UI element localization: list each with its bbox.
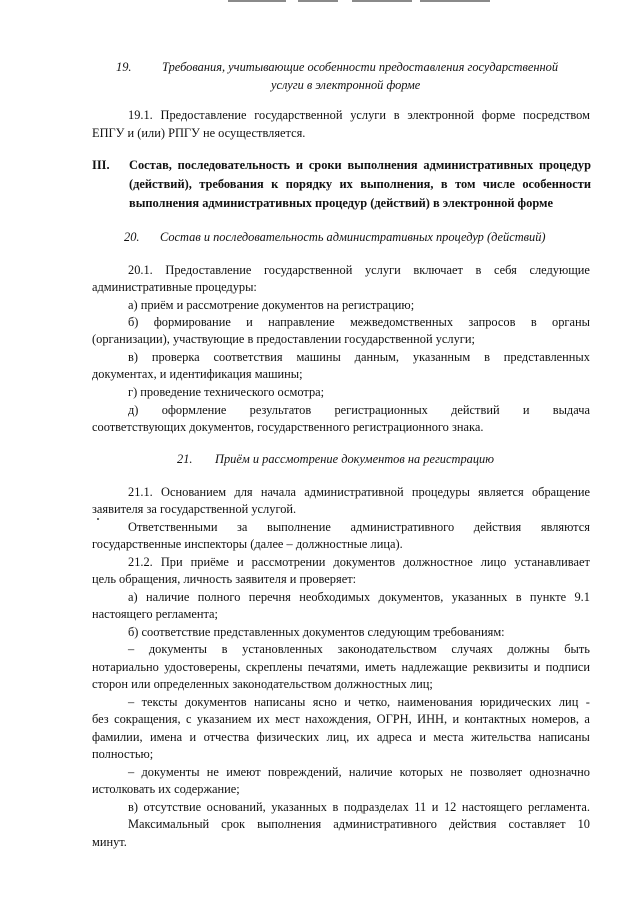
- text-line: [128, 484, 590, 500]
- word: порядку: [285, 177, 333, 191]
- word: действия: [473, 520, 522, 534]
- word: 12: [443, 800, 457, 814]
- word: приёме: [190, 555, 229, 569]
- word: повреждений,: [267, 765, 342, 779]
- word: административного: [350, 520, 455, 534]
- scan-speck: [97, 518, 99, 520]
- word: и: [246, 315, 253, 329]
- list-item: [128, 314, 590, 330]
- word: в: [440, 177, 448, 191]
- text-line: [128, 816, 590, 832]
- word: лиц,: [326, 730, 350, 744]
- word: 21.1.: [128, 485, 153, 499]
- word: написаны: [254, 695, 306, 709]
- word: настоящего: [461, 800, 523, 814]
- word: их: [356, 730, 370, 744]
- word: номеров,: [531, 712, 579, 726]
- word: являются: [540, 520, 590, 534]
- word: д): [128, 403, 139, 417]
- word: услуги: [350, 108, 387, 122]
- word: однозначно: [529, 765, 590, 779]
- word: 11: [414, 800, 427, 814]
- word: установленных: [242, 642, 323, 656]
- word: лицо: [480, 555, 507, 569]
- word: действия: [448, 817, 497, 831]
- word: в: [221, 642, 228, 656]
- word: должностное: [403, 555, 473, 569]
- word: 9.1: [574, 590, 590, 604]
- word: и: [522, 403, 530, 417]
- word: 10: [577, 817, 590, 831]
- list-item: г) проведение технического осмотра;: [128, 385, 325, 399]
- word: б): [128, 315, 139, 329]
- text-line: заявителя за государственной услугой.: [92, 502, 297, 516]
- word: юридических: [480, 695, 552, 709]
- word: за: [237, 520, 248, 534]
- text-line: ЕПГУ и (или) РПГУ не осуществляется.: [92, 126, 306, 140]
- word: Предоставление: [160, 108, 247, 122]
- word: наличие: [348, 765, 393, 779]
- word: скреплены: [245, 660, 303, 674]
- word: процедуры: [411, 485, 470, 499]
- word: электронной: [407, 108, 475, 122]
- word: представленных: [503, 350, 590, 364]
- word: иметь: [365, 660, 397, 674]
- word: без: [92, 712, 109, 726]
- word: лиц: [558, 695, 579, 709]
- word: четко,: [358, 695, 391, 709]
- word: быть: [564, 642, 590, 656]
- section-title: Требования, учитывающие особенности предоставления государственной: [162, 60, 559, 74]
- word: государственной: [254, 108, 343, 122]
- list-item: [128, 349, 590, 365]
- word: удостоверены,: [164, 660, 241, 674]
- word: и: [419, 730, 426, 744]
- word: выполнения,: [360, 177, 434, 191]
- word: процедур: [538, 158, 591, 172]
- chapter-title: [129, 176, 591, 192]
- word: и: [295, 158, 304, 172]
- word: места: [433, 730, 464, 744]
- word: а: [584, 712, 590, 726]
- word: позволяет: [469, 765, 523, 779]
- word: их: [256, 712, 270, 726]
- word: адреса: [376, 730, 412, 744]
- word: и: [452, 712, 460, 726]
- text-line: соответствующих документов, государственного регистрационного знака.: [92, 420, 484, 434]
- word: сокращения,: [114, 712, 181, 726]
- word: органы: [552, 315, 590, 329]
- word: в: [515, 590, 522, 604]
- word: регистрационных: [334, 403, 428, 417]
- word: начала: [260, 485, 297, 499]
- chapter-title: выполнения административных процедур (действий) в электронной форме: [129, 196, 553, 210]
- word: указанным: [412, 350, 471, 364]
- word: с: [186, 712, 192, 726]
- text-line: государственные инспекторы (далее – должностные лица).: [92, 537, 403, 551]
- word: указанных: [271, 800, 327, 814]
- word: мест: [275, 712, 300, 726]
- word: контактных: [464, 712, 527, 726]
- word: наименования: [397, 695, 473, 709]
- word: 20.1.: [128, 263, 153, 277]
- word: Ответственными: [128, 520, 218, 534]
- list-item: а) приём и рассмотрение документов на регистрацию;: [128, 298, 415, 312]
- word: в): [128, 350, 138, 364]
- word: для: [234, 485, 253, 499]
- section-title: Приём и рассмотрение документов на регистрацию: [215, 452, 494, 466]
- text-line: (организации), участвующие в предоставлении государственной услуги;: [92, 332, 475, 346]
- word: и: [431, 800, 439, 814]
- text-line: цель обращения, личность заявителя и проверяет:: [92, 572, 357, 586]
- text-line: [128, 107, 590, 123]
- word: не: [450, 765, 463, 779]
- word: срок: [221, 817, 246, 831]
- word: имеют: [226, 765, 261, 779]
- word: случаях: [451, 642, 493, 656]
- word: следующие: [529, 263, 590, 277]
- word: документов,: [378, 590, 444, 604]
- word: и: [533, 660, 541, 674]
- word: нотариально: [92, 660, 159, 674]
- text-line: административные процедуры:: [92, 280, 257, 294]
- word: печатями,: [307, 660, 360, 674]
- text-line: минут.: [92, 835, 127, 849]
- section-number: 20.: [124, 230, 140, 244]
- word: устанавливает: [514, 555, 590, 569]
- text-line: [92, 711, 590, 727]
- word: и: [189, 730, 197, 744]
- word: документов: [184, 695, 247, 709]
- word: а): [128, 590, 138, 604]
- section-title: услуги в электронной форме: [271, 78, 421, 92]
- word: выдача: [552, 403, 590, 417]
- word: оформление: [161, 403, 227, 417]
- word: особенности: [522, 177, 591, 191]
- word: 21.2.: [128, 555, 153, 569]
- word: выполнение: [267, 520, 331, 534]
- word: отсутствие: [143, 800, 202, 814]
- word: физических: [256, 730, 320, 744]
- list-item: [128, 799, 590, 815]
- word: –: [128, 695, 135, 709]
- section-number: 19.: [116, 60, 132, 74]
- word: 19.1.: [128, 108, 153, 122]
- chapter-title: [129, 157, 591, 173]
- word: машины: [296, 350, 341, 364]
- list-item: [128, 402, 590, 418]
- word: последовательность: [177, 158, 291, 172]
- word: и: [344, 695, 351, 709]
- word: подразделах: [343, 800, 409, 814]
- list-item: [128, 589, 590, 605]
- text-line: настоящего регламента;: [92, 607, 218, 621]
- word: жительства: [471, 730, 532, 744]
- list-item: [128, 764, 590, 780]
- word: в: [530, 315, 537, 329]
- word: проверка: [151, 350, 200, 364]
- word: является: [478, 485, 524, 499]
- word: При: [160, 555, 183, 569]
- word: -: [585, 695, 590, 709]
- word: ясно: [312, 695, 337, 709]
- word: соответствия: [213, 350, 283, 364]
- word: обращение: [531, 485, 590, 499]
- word: форме: [481, 108, 516, 122]
- word: не: [206, 765, 219, 779]
- word: Состав,: [129, 158, 172, 172]
- word: результатов: [249, 403, 312, 417]
- word: Основанием: [161, 485, 227, 499]
- word: полного: [197, 590, 241, 604]
- word: законодательством: [337, 642, 437, 656]
- word: услуги: [364, 263, 401, 277]
- chapter-number: III.: [92, 158, 110, 172]
- word: Предоставление: [165, 263, 252, 277]
- word: реквизиты: [472, 660, 529, 674]
- scan-top-edge: [0, 0, 640, 3]
- word: тексты: [141, 695, 178, 709]
- section-title: Состав и последовательность административных процедур (действий): [160, 230, 546, 244]
- word: межведомственных: [349, 315, 454, 329]
- word: запросов: [468, 315, 516, 329]
- word: рассмотрении: [251, 555, 326, 569]
- word: государственной: [264, 263, 353, 277]
- list-item: [128, 694, 590, 710]
- word: фамилии,: [92, 730, 143, 744]
- word: составляет: [508, 817, 566, 831]
- list-item: б) соответствие представленных документов следующим требованиям:: [128, 625, 505, 639]
- word: нахождения,: [305, 712, 372, 726]
- word: документы: [141, 765, 200, 779]
- word: отчества: [203, 730, 250, 744]
- text-line: [92, 729, 590, 745]
- text-line: [128, 262, 590, 278]
- word: к: [271, 177, 279, 191]
- word: административных: [423, 158, 534, 172]
- word: оснований,: [206, 800, 266, 814]
- word: формирование: [153, 315, 231, 329]
- text-line: сторон или определенных законодательством должностных лиц;: [92, 677, 433, 691]
- word: их: [339, 177, 353, 191]
- word: в: [484, 350, 490, 364]
- word: в: [393, 108, 400, 122]
- text-line: истолковать их содержание;: [92, 782, 240, 796]
- word: регламента.: [528, 800, 590, 814]
- word: –: [128, 642, 135, 656]
- word: том: [455, 177, 476, 191]
- word: документы: [148, 642, 207, 656]
- word: данным,: [354, 350, 400, 364]
- word: Максимальный: [128, 817, 210, 831]
- text-line: [128, 519, 590, 535]
- word: в): [128, 800, 138, 814]
- word: указанием: [196, 712, 252, 726]
- word: сроки: [308, 158, 342, 172]
- word: направление: [268, 315, 335, 329]
- word: ИНН,: [417, 712, 448, 726]
- word: выполнения: [257, 817, 322, 831]
- word: подписи: [545, 660, 590, 674]
- word: выполнения: [347, 158, 418, 172]
- word: административного: [333, 817, 437, 831]
- text-line: [128, 554, 590, 570]
- list-item: [128, 641, 590, 657]
- word: надлежащие: [401, 660, 468, 674]
- word: написаны: [538, 730, 590, 744]
- word: которых: [399, 765, 444, 779]
- word: –: [128, 765, 135, 779]
- text-line: [92, 659, 590, 675]
- word: числе: [482, 177, 515, 191]
- word: ОГРН,: [376, 712, 412, 726]
- word: пункте: [529, 590, 567, 604]
- word: документов: [333, 555, 396, 569]
- word: и: [236, 555, 244, 569]
- word: посредством: [523, 108, 590, 122]
- word: себя: [493, 263, 517, 277]
- word: необходимых: [299, 590, 371, 604]
- word: перечня: [248, 590, 291, 604]
- word: в: [332, 800, 339, 814]
- word: должны: [507, 642, 550, 656]
- word: в: [475, 263, 482, 277]
- word: (действий),: [129, 177, 192, 191]
- word: требования: [199, 177, 264, 191]
- section-number: 21.: [177, 452, 193, 466]
- word: действий: [451, 403, 500, 417]
- text-line: документах, и идентификация машины;: [92, 367, 303, 381]
- word: административной: [304, 485, 404, 499]
- word: включает: [413, 263, 463, 277]
- word: имена: [149, 730, 183, 744]
- text-line: полностью;: [92, 747, 154, 761]
- word: указанных: [451, 590, 508, 604]
- word: наличие: [145, 590, 190, 604]
